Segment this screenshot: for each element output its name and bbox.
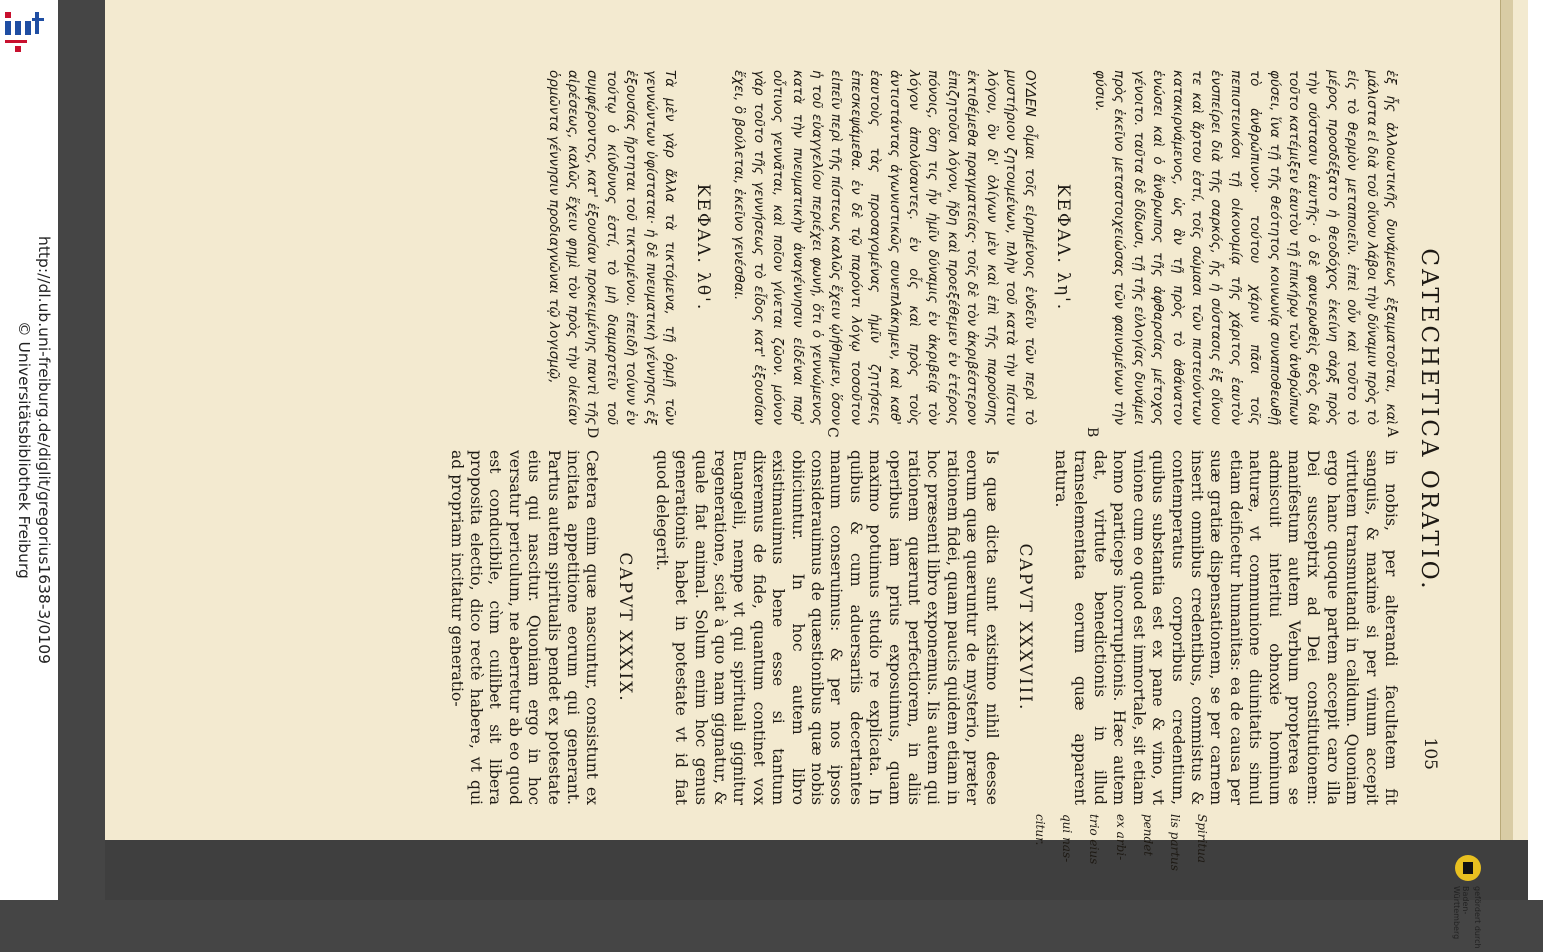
greek-chapter-39-text: Τὰ μὲν γὰρ ἄλλα τὰ τικτόμενα, τῇ ὁρμῇ τῶν γεννώντων ὑφίσταται· ἡ δὲ πνευματικὴ γέννησις ἐξ ἐξουσίας ἤρτηται τοῦ τικτομένου. ἐπειδὴ τοίνυν ἐν τούτῳ ὁ κίνδυνος ἐστί, τὸ μὴ διαμαρτεῖν τοῦ συμφέροντος, κατ' ἐξουσίαν προκειμένης παντὶ τῆς αἱρέσεως, καλῶς ἔχειν φημὶ τὸν πρὸς τὴν οἰκείαν ὁρμῶντα γέννησιν προδιαγνῶναι τῷ λογισμῷ,: [545, 70, 678, 425]
section-letter-a: A: [1384, 427, 1400, 438]
running-head: CATECHETICA ORATIO.: [1416, 248, 1442, 592]
margin-note: lis partus: [1168, 814, 1182, 871]
section-letter-d: D: [584, 427, 600, 439]
greek-chapter-38-text: ΟΥΔΕΝ οἶμαι τοῖς εἰρημένοις ἐνδεῖν τῶν περὶ τὸ μυστήριον ζητουμένων, πλὴν τοῦ κατὰ τὴν πίστιν λόγου, ὃν δι' ὀλίγων μὲν καὶ ἐπὶ τῆς παρούσης ἐκτιθέμεθα πραγματείας· τοῖς δὲ τὸν ἀκριβέστερον ἐπιζητοῦσι λόγον, ἤδη καὶ προεξέθεμεν ἐν ἑτέροις πόνοις, ὅση τις ἦν ἡμῖν δύναμις ἐν ἀκριβείᾳ τὸν λόγον ἀπολύσαντες. ἐν οἷς καὶ πρὸς τοὺς ἀντιστάντας ἀγωνιστικῶς συνεπλάκημεν, καὶ καθ' ἑαυτοὺς τὰς προσαγομένας ἡμῖν ζητήσεις ἐπεσκεψάμεθα. ἐν δὲ τῷ παρόντι λόγῳ τοσοῦτον εἰπεῖν περὶ τῆς πίστεως καλῶς ἔχειν ᾠήθημεν, ὅσον ἡ τοῦ εὐαγγελίου περιέχει φωνή, ὅτι ὁ γεννώμενος κατὰ τὴν πνευματικὴν ἀναγέννησιν εἰδέναι παρ' οὗτινος γεννᾶται, καὶ ποῖον γίνεται ζῶον. μόνον γὰρ τοῦτο τῆς γεννήσεως τὸ εἶδος κατ' ἐξουσίαν ἔχει, ὃ βούλεται, ἐκεῖνο γενέσθαι.: [731, 70, 1039, 425]
section-letter-b: B: [1084, 427, 1100, 438]
greek-chapter-39-title: ΚΕΦΑΛ. λθ'.: [693, 183, 713, 312]
margin-notes: [1021, 814, 1210, 894]
greek-chapter-38-title: ΚΕΦΑΛ. λη'.: [1053, 183, 1074, 312]
funder-badge: [1436, 852, 1484, 952]
latin-column: [250, 450, 1400, 805]
greek-intro-text: ἐξ ἧς ἀλλοιωτικῆς δυνάμεως ἐξαιματοῦται, καὶ μάλιστα εἰ διὰ τοῦ οἴνου λάβοι τὴν δύναμιν πρὸς τὸ εἰς τὸ θερμὸν μεταποιεῖν. ἐπεὶ οὖν καὶ τοῦτο τὸ μέρος προσδέξατο ἡ θεοδόχος ἐκείνη σὰρξ πρὸς τὴν σύστασιν ἑαυτῆς· ὁ δὲ φανερωθεὶς θεὸς διὰ τοῦτο κατέμιξεν ἑαυτὸν τῇ ἐπικήρῳ τῶν ἀνθρώπων φύσει, ἵνα τῇ τῆς θεότητος κοινωνίᾳ συναποθεωθῇ τὸ ἀνθρώπινον· τούτου χάριν πᾶσι τοῖς πεπιστευκόσι τῇ οἰκονομίᾳ τῆς χάριτος ἑαυτὸν ἐνσπείρει διὰ τῆς σαρκός, ἧς ἡ σύστασις ἐξ οἴνου τε καὶ ἄρτου ἐστί, τοῖς σώμασι τῶν πιστευόντων κατακιρνάμενος, ὡς ἂν τῇ πρὸς τὸ ἀθάνατον ἑνώσει καὶ ὁ ἄνθρωπος τῆς ἀφθαρσίας μέτοχος γένοιτο. ταῦτα δὲ δίδωσι, τῇ τῆς εὐλογίας δυνάμει πρὸς ἐκεῖνο μεταστοιχειώσας τῶν φαινομένων τὴν φύσιν.: [1091, 70, 1399, 425]
greek-column: [250, 70, 1400, 425]
margin-note: qui nas-: [1060, 814, 1074, 863]
funder-label: gefördert durch: [1473, 886, 1482, 949]
latin-chapter-39-text: Cætera enim quæ nascuntur, consistunt ex incitata appetitione eorum qui generant. Partus autem spiritualis pendet ex potestate eius qui nascitur. Quoniam ergo in hoc versatur periculum, ne aberretur ab eo quod est conducibile, cùm cuilibet sit libera proposita electio, dico rectè habere, vt qui ad propriam incitatur generatio-: [447, 450, 602, 805]
baden-wuerttemberg-coat-of-arms-icon: [1454, 854, 1482, 882]
margin-note: pendet: [1141, 814, 1155, 857]
copyright-line: © Universitätsbibliothek Freiburg: [15, 321, 33, 579]
latin-chapter-38-title: CAPVT XXXVIII.: [1014, 543, 1035, 712]
margin-note: trio eius: [1087, 814, 1101, 865]
section-letter-c: C: [824, 427, 840, 438]
latin-chapter-39-title: CAPVT XXXIX.: [615, 552, 636, 703]
page-content-rotated: [160, 30, 1460, 871]
viewer-left-strip: [0, 0, 58, 900]
margin-note: Spiritua: [1195, 814, 1209, 864]
source-caption: [4, 0, 54, 900]
margin-note: ex arbi-: [1114, 814, 1128, 861]
margin-note: citur.: [1033, 814, 1047, 846]
section-letters: [584, 425, 1400, 447]
viewer-right-strip: [1528, 0, 1543, 900]
latin-intro-text: in nobis, per alterandi facultatem fit sanguis, & maximè si per vinum accepit virtutem transmutandi in calidum. Quoniam ergo hanc quoque partem accepit caro illa Dei susceptrix ad Dei constitutionem: manifestum autem Verbum propterea se admiscuit interitui obnoxie hominum naturæ, vt communione diuinitatis simul etiam deificetur humanitas: ea de causa per suæ gratiæ dispensationem, se per carnem inserit omnibus credentibus, commistus & contemperatus corporibus credentium, quibus substantia est ex pane & vino, vt vnione cum eo quod est immortale, sit etiam homo particeps incorruptionis. Hæc autem dat, virtute benedictionis in illud transelementata eorum quæ apparent natura.: [1052, 450, 1400, 805]
latin-chapter-38-text: Is quæ dicta sunt existimo nihil deesse eorum quæ quæruntur de mysterio, præter rationem fidei, quam paucis quidem etiam in hoc præsenti libro exponemus. Iis autem qui rationem quærunt perfectiorem, in aliis operibus iam prius exposuimus, quam maximo potuimus studio re explicata. In quibus & cum aduersariis decertantes manum conseruimus: & per nos ipsos considerauimus de quæstionibus quæ nobis obiiciuntur. In hoc autem libro existimauimus bene esse si tantum dixeremus de fide, quantum continet vox Euangelii, nempe vt qui spirituali gignitur regeneratione, sciat à quo nam gignatur, & quale fiat animal. Solum enim hoc genus generationis habet in potestate vt id fiat quod delegerit.: [652, 450, 1001, 805]
page-header: [1412, 30, 1442, 810]
funder-name: Baden-Württemberg: [1452, 886, 1470, 940]
page-number: 105: [1420, 737, 1440, 770]
page-edge: [1500, 0, 1513, 845]
scan-background: [105, 840, 1528, 900]
source-url[interactable]: http://dl.ub.uni-freiburg.de/diglit/gregorius1638-3/0109: [35, 236, 53, 664]
